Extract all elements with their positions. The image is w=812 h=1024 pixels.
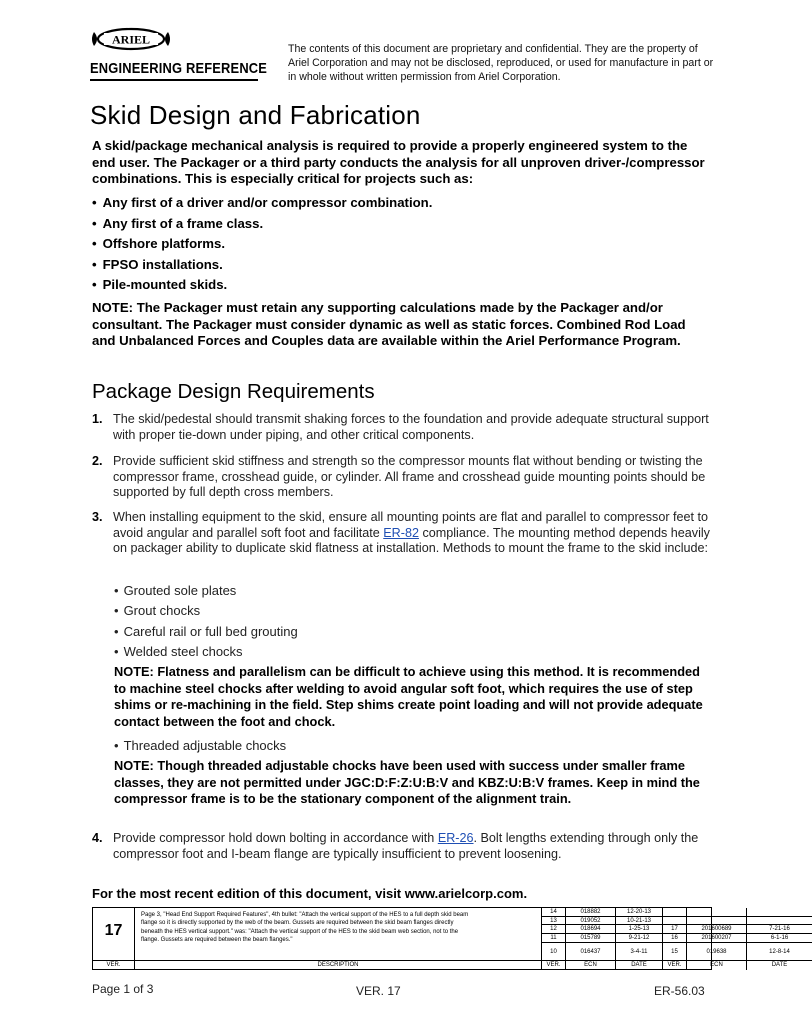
logo-text: ARIEL (111, 32, 151, 47)
version-label: VER. 17 (356, 984, 401, 998)
recent-edition-notice: For the most recent edition of this document, visit www.arielcorp.com. (92, 886, 528, 901)
description-cell (135, 908, 542, 970)
requirement-item-2 (92, 454, 712, 501)
er-26-link[interactable]: ER-26 (437, 831, 474, 845)
column-header: ECN (566, 961, 616, 970)
document-title: Skid Design and Fabrication (90, 100, 421, 130)
list-item: • Grout chocks (114, 603, 200, 618)
ariel-logo (90, 24, 172, 54)
item-number: 2. (92, 454, 103, 468)
header-rule (90, 79, 258, 81)
table-cell: 10-21-13 (616, 917, 663, 925)
item-text: The skid/pedestal should transmit shaking forces to the foundation and provide adequate structural support with proper tie-down under piping, and other critical components. (113, 412, 709, 442)
table-cell: 16 (663, 934, 687, 943)
table-cell: 016437 (566, 943, 616, 961)
column-header: DATE (771, 962, 788, 968)
list-item: • Threaded adjustable chocks (114, 738, 286, 753)
column-header: VER. (663, 961, 687, 970)
table-cell: 17 (663, 925, 687, 934)
table-cell: 12 (542, 925, 566, 934)
item-number: 3. (92, 510, 103, 524)
table-cell: 201600207 (687, 934, 747, 943)
table-cell: 7-21-16 (747, 925, 812, 934)
page-number: Page 1 of 3 (92, 982, 154, 996)
item-text (113, 831, 712, 862)
column-header: VER. (93, 960, 134, 970)
table-cell: 13 (542, 917, 566, 925)
item-text-part: . Bolt lengths extending through only the compressor foot and I-beam flange are typically insufficient to prevent loosening. (113, 831, 699, 861)
requirement-item-3 (92, 510, 712, 557)
table-cell: 9-21-12 (616, 934, 663, 943)
packager-note: NOTE: The Packager must retain any supporting calculations made by the Packager and/or consultant. The Packager must consider dynamic as well as static forces. Combined Rod Load and Unbalanced Forces and Couples data are available within the Ariel Performance Program. (92, 300, 686, 348)
table-cell: 3-4-11 (616, 943, 663, 961)
item-text (113, 510, 712, 557)
list-item: • Any first of a frame class. (92, 216, 432, 237)
section-title: Package Design Requirements (92, 380, 375, 403)
item-text-part: When installing equipment to the skid, ensure all mounting points are flat and parallel to compressor feet to avoid angular and parallel soft foot and facilitate (113, 510, 709, 540)
er-82-link[interactable]: ER-82 (383, 525, 419, 540)
item-text: Provide sufficient skid stiffness and strength so the compressor mounts flat without bending or twisting the compressor frame, crosshead guide, or cylinder. All frame and crosshead guide mounting points should be supported by full depth cross members. (113, 454, 706, 499)
revision-table (92, 907, 790, 970)
column-header: DESCRIPTION (135, 960, 541, 970)
table-cell (747, 908, 812, 917)
list-item: • Pile-mounted skids. (92, 277, 432, 298)
item-text-part: compliance. The mounting method depends heavily on packager ability to duplicate skid flatness at installation. Methods to mount the frame to the skid include: (113, 525, 710, 555)
threaded-chocks-note: NOTE: Though threaded adjustable chocks have been used with success under smaller frame classes, they are not permitted under JGC:D:F:Z:U:B:V and KBZ:U:B:V frames. Keep in mind the compressor frame is to be the stationary component of the alignment train. (114, 758, 700, 806)
table-cell: 6-1-16 (747, 934, 812, 943)
current-version-cell (93, 908, 135, 970)
requirement-item-1 (92, 412, 712, 443)
table-cell (663, 908, 687, 917)
table-cell: 11 (542, 934, 566, 943)
table-cell: 12-8-14 (747, 943, 812, 961)
list-item: • Any first of a driver and/or compressor combination. (92, 195, 432, 216)
list-item: • Careful rail or full bed grouting (114, 624, 298, 639)
column-header: ECN (687, 961, 747, 970)
document-number: ER-56.03 (654, 984, 705, 998)
table-cell (663, 917, 687, 925)
table-cell: 10 (542, 943, 566, 961)
table-cell (747, 917, 812, 925)
table-cell: 019052 (566, 917, 616, 925)
welded-chocks-note: NOTE: Flatness and parallelism can be difficult to achieve using this method. It is recommended to machine steel chocks after welding to avoid angular soft foot, which requires the use of step shims or re-machining in the field. Step shims create point loading and will not provide adequate contact between the foot and chock. (114, 664, 703, 729)
list-item: • Grouted sole plates (114, 583, 236, 598)
list-item: • Offshore platforms. (92, 236, 432, 257)
revision-description: Page 3, "Head End Support Required Features", 4th bullet: "Attach the vertical support of the HES to a full depth skid beam flange so it is directly supported by the web of the beam. Gussets are required between the skid beam flanges directly beneath the HES vertical support." was: "Attach the vertical support of the HES to the skid beam web section, not to the flange. Gussets are required between the beam flanges." (141, 912, 469, 943)
list-item: • Welded steel chocks (114, 644, 243, 659)
table-cell: 015789 (566, 934, 616, 943)
list-item: • FPSO installations. (92, 257, 432, 278)
table-cell: 1-25-13 (616, 925, 663, 934)
intro-paragraph: A skid/package mechanical analysis is required to provide a properly engineered system to the end user. The Packager or a third party conducts the analysis for all unproven driver-/compressor combinations. This is especially critical for projects such as: (92, 138, 705, 186)
item-number: 4. (92, 831, 103, 845)
table-cell: 018694 (566, 925, 616, 934)
item-number: 1. (92, 412, 103, 426)
column-header: DATE (616, 961, 663, 970)
column-header: VER. (542, 961, 566, 970)
project-bullet-list (92, 195, 432, 298)
item-text-part: Provide compressor hold down bolting in accordance with (113, 831, 438, 845)
table-cell: 201600689 (687, 925, 747, 934)
table-cell: 15 (663, 943, 687, 961)
current-version: 17 (104, 922, 123, 939)
requirement-item-4 (92, 831, 712, 862)
table-cell: 019638 (687, 943, 747, 961)
table-cell: 12-20-13 (616, 908, 663, 917)
table-cell: 14 (542, 908, 566, 917)
table-cell: 018882 (566, 908, 616, 917)
table-cell (687, 917, 747, 925)
engineering-reference-label: ENGINEERING REFERENCE (90, 60, 268, 77)
table-cell (687, 908, 747, 917)
confidentiality-notice: The contents of this document are proprietary and confidential. They are the property of Ariel Corporation and may not be disclosed, reproduced, or used for manufacture in part or in whole without written permission from Ariel Corporation. (288, 43, 714, 83)
